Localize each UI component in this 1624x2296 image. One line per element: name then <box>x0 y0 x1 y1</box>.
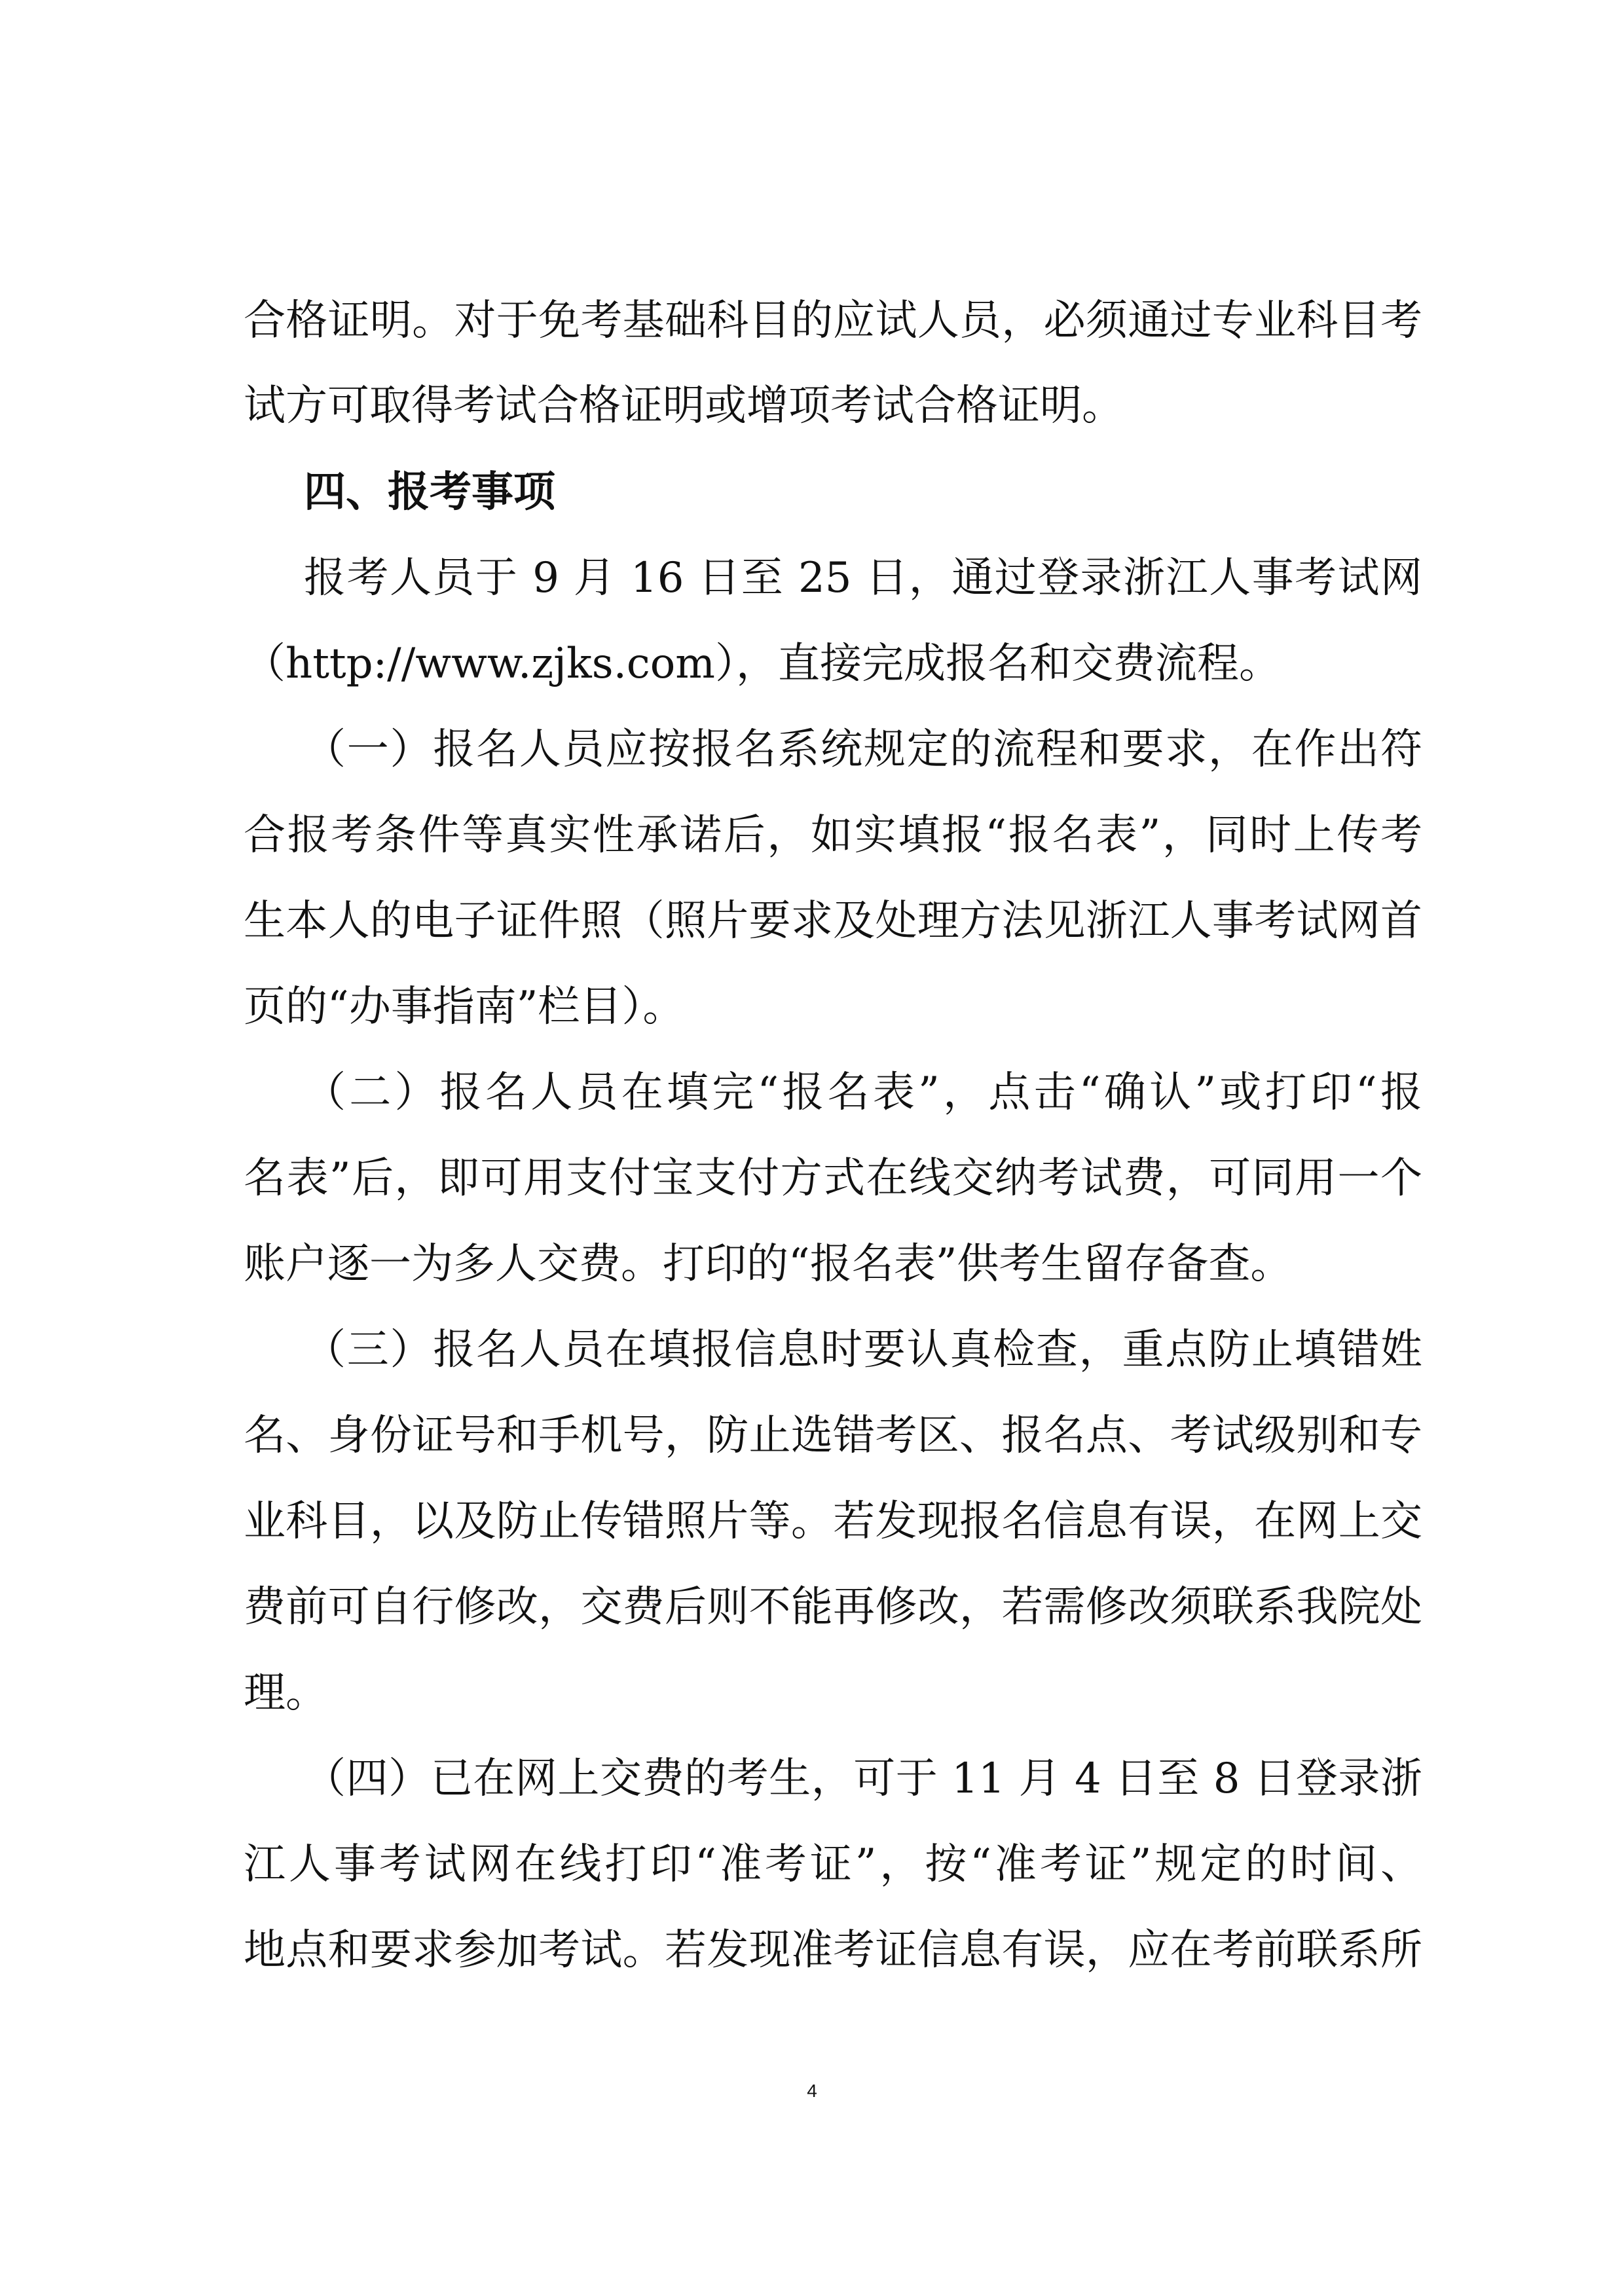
body-line: 理。 <box>244 1669 327 1717</box>
body-line: 名、身份证号和手机号，防止选错考区、报名点、考试级别和专 <box>244 1412 1422 1460</box>
body-line: 合格证明。对于免考基础科目的应试人员，必须通过专业科目考 <box>244 297 1422 345</box>
body-line: （一）报名人员应按报名系统规定的流程和要求，在作出符 <box>304 725 1422 774</box>
section-heading: 四、报考事项 <box>304 468 555 517</box>
body-line: 地点和要求参加考试。若发现准考证信息有误，应在考前联系所 <box>244 1926 1422 1975</box>
body-line: （四）已在网上交费的考生，可于 11 月 4 日至 8 日登录浙 <box>304 1755 1422 1803</box>
body-line: 费前可自行修改，交费后则不能再修改，若需修改须联系我院处 <box>244 1583 1422 1631</box>
body-line: （三）报名人员在填报信息时要认真检查，重点防止填错姓 <box>304 1326 1422 1374</box>
body-line: 业科目，以及防止传错照片等。若发现报名信息有误，在网上交 <box>244 1497 1422 1546</box>
body-line: （http://www.zjks.com），直接完成报名和交费流程。 <box>244 640 1281 688</box>
page-number: 4 <box>807 2081 817 2101</box>
body-line: 试方可取得考试合格证明或增项考试合格证明。 <box>244 382 1124 430</box>
body-line: 名表”后，即可用支付宝支付方式在线交纳考试费，可同用一个 <box>244 1154 1422 1203</box>
body-line: 江人事考试网在线打印“准考证”，按“准考证”规定的时间、 <box>244 1840 1422 1889</box>
body-line: （二）报名人员在填完“报名表”，点击“确认”或打印“报 <box>304 1068 1422 1117</box>
body-line: 报考人员于 9 月 16 日至 25 日，通过登录浙江人事考试网 <box>304 554 1422 602</box>
body-line: 页的“办事指南”栏目）。 <box>244 983 685 1031</box>
body-line: 账户逐一为多人交费。打印的“报名表”供考生留存备查。 <box>244 1240 1293 1288</box>
body-line: 合报考条件等真实性承诺后，如实填报“报名表”，同时上传考 <box>244 811 1422 860</box>
body-line: 生本人的电子证件照（照片要求及处理方法见浙江人事考试网首 <box>244 897 1422 945</box>
